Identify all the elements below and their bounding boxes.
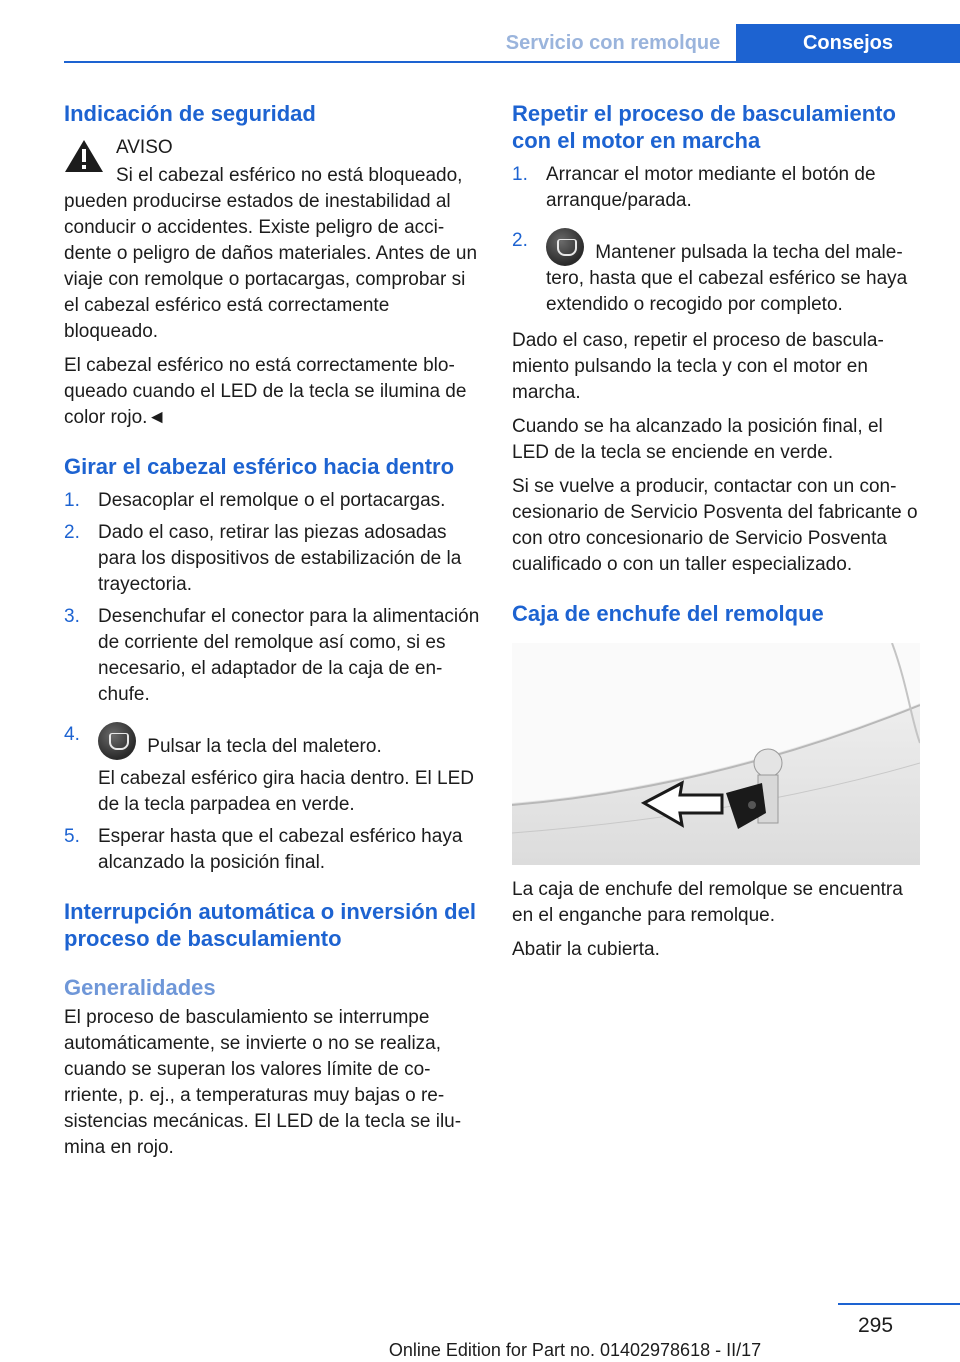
step-text: Dado el caso, retirar las piezas adosadas para los dispositivos de estabilización de la trayectoria.: [98, 522, 462, 595]
step-text: Desenchufar el conector para la alimentación de corriente del remolque así como, si es necesario, el adaptador de la caja de enchufe.: [98, 606, 480, 705]
warning-block: [64, 135, 480, 431]
trunk-button-icon: [98, 722, 136, 760]
warning-text-2: El cabezal esférico no está correctamente bloqueado cuando el LED de la tecla se ilumina de color rojo.◄: [64, 355, 467, 428]
step-number: 4.: [64, 724, 80, 745]
caption: La caja de enchufe del remolque se encuentra en el enganche para remolque.: [512, 879, 903, 926]
turn-in-steps: [64, 488, 480, 876]
step-number: 1.: [64, 490, 80, 511]
caption: Abatir la cubierta.: [512, 939, 660, 960]
list-item: [64, 824, 480, 876]
step-text: Desacoplar el remolque o el portacargas.: [98, 490, 446, 511]
step-text: Esperar hasta que el cabezal esférico haya alcanzado la posición final.: [98, 826, 463, 873]
step-text: Arrancar el motor mediante el botón de arranque/parada.: [546, 164, 876, 211]
step-number: 1.: [512, 164, 528, 185]
warning-triangle-icon: [64, 139, 104, 173]
step-text: Pulsar la tecla del maletero.: [147, 736, 382, 757]
socket-heading: Caja de enchufe del remolque: [512, 601, 824, 626]
paragraph: Si se vuelve a producir, contactar con un concesionario de Servicio Posventa del fabricante o con otro concesionario de Servicio Posventa cualificado o con un taller especializado.: [512, 476, 918, 575]
list-item: [64, 488, 480, 514]
step-number: 5.: [64, 826, 80, 847]
general-text: El proceso de basculamiento se interrumpe automáticamente, se invierte o no se realiza, cuando se superan los valores límite de corriente, p. ej., a temperaturas muy bajas o resistencias mecánicas. El LED de la tecla se ilumina en rojo.: [64, 1007, 462, 1158]
warning-label: AVISO: [116, 137, 173, 158]
left-column: [64, 100, 480, 1169]
step-text: Mantener pulsada la techa del maletero, hasta que el cabezal esférico se haya extendido o recogido por completo.: [546, 242, 908, 315]
step-subtext: El cabezal esférico gira hacia dentro. El LED de la tecla parpadea en verde.: [98, 768, 474, 815]
list-item: [512, 228, 924, 318]
repeat-steps: [512, 162, 924, 318]
repeat-heading: Repetir el proceso de basculamiento con el motor en marcha: [512, 101, 896, 153]
step-number: 3.: [64, 606, 80, 627]
list-item: [64, 604, 480, 708]
paragraph: Cuando se ha alcanzado la posición final, el LED de la tecla se enciende en verde.: [512, 416, 883, 463]
list-item: [64, 520, 480, 598]
step-number: 2.: [512, 230, 528, 251]
edition-footer: Online Edition for Part no. 01402978618 - II/17: [388, 1340, 762, 1360]
safety-heading: Indicación de seguridad: [64, 101, 316, 126]
turn-in-heading: Girar el cabezal esférico hacia dentro: [64, 454, 455, 479]
page-number: 295: [858, 1314, 894, 1337]
header-rule: [64, 61, 960, 63]
footer-rule: [838, 1303, 960, 1305]
page-header: [0, 0, 960, 64]
chapter-tab: Consejos: [736, 24, 960, 62]
paragraph: Dado el caso, repetir el proceso de basculamiento pulsando la tecla y con el motor en marcha.: [512, 330, 884, 403]
interrupt-heading: Interrupción automática o inversión del proceso de basculamiento: [64, 899, 476, 951]
step-number: 2.: [64, 522, 80, 543]
trailer-socket-illustration: [512, 643, 920, 865]
section-tab: Servicio con remolque: [490, 24, 736, 62]
right-column: [512, 100, 924, 971]
list-item: [512, 162, 924, 214]
warning-text: Si el cabezal esférico no está bloqueado, pueden producirse estados de inestabilidad al conducir o accidentes. Existe peligro de accidente o peligro de daños materiales. Antes de un viaje con remolque o portacargas, comprobar si el cabezal esférico está correctamente bloqueado.: [64, 165, 478, 342]
general-heading: Generalidades: [64, 975, 216, 1000]
trunk-button-icon: [546, 228, 584, 266]
list-item: [64, 722, 480, 818]
